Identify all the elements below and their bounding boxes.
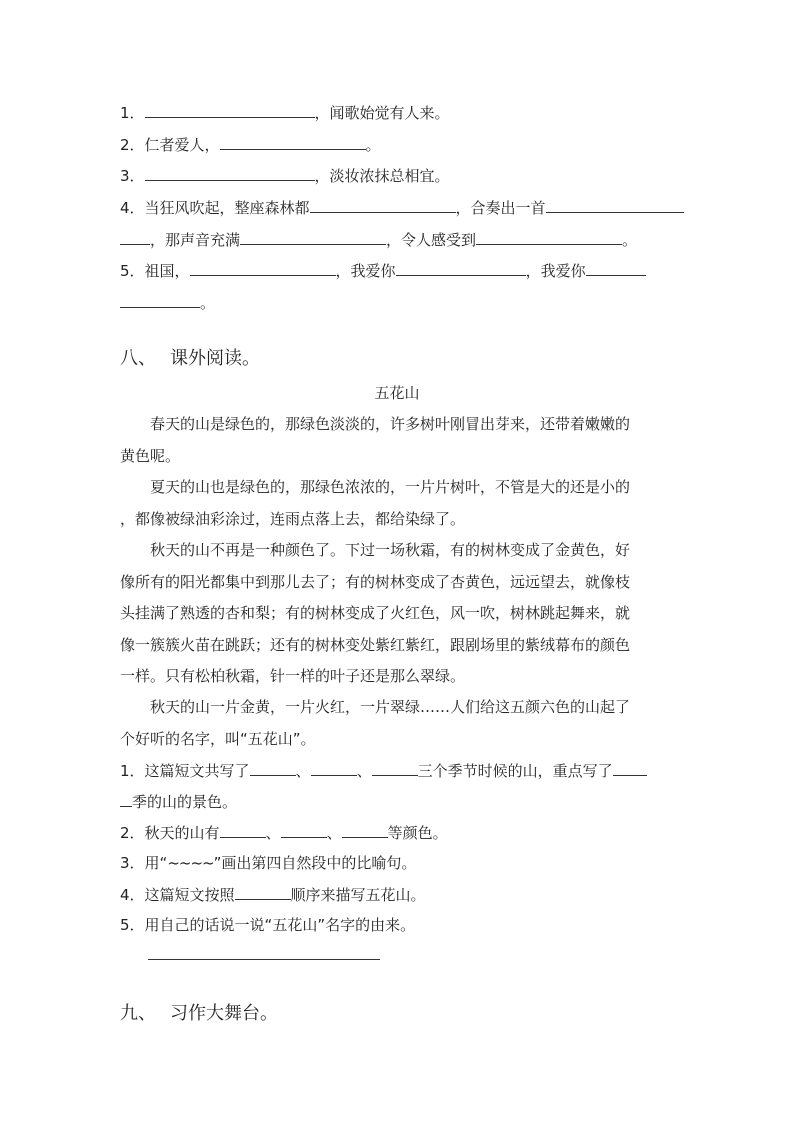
answer-blank[interactable] [546,197,684,213]
fill-question-4-line-2 [120,229,637,249]
fill-question-5-line-1 [120,260,646,280]
fill-question-3 [120,165,450,185]
paragraph-line: 春天的山是绿色的，那绿色淡淡的，许多树叶刚冒出芽来，还带着嫩嫩的 [150,415,631,433]
question-number: 3． [120,167,145,185]
question-text: 2．仁者爱人， [120,136,220,154]
question-text: 5．祖国， [120,262,190,280]
paragraph-line: 秋天的山一片金黄，一片火红，一片翠绿……人们给这五颜六色的山起了 [150,698,631,716]
question-text: 1．这篇短文共写了 [120,762,250,780]
question-text: 三个季节时候的山，重点写了 [417,762,613,780]
fill-question-5-line-2 [120,292,215,312]
question-text: ，闻歌始觉有人来。 [314,104,450,122]
section-number: 八、 [120,348,156,369]
answer-blank[interactable] [120,791,132,807]
section-title: 习作大舞台。 [170,1003,278,1024]
paragraph-line: 像所有的阳光都集中到那儿去了；有的树林变成了杏黄色，远远望去，就像枝 [120,573,631,591]
answer-blank[interactable] [240,229,386,245]
answer-blank[interactable] [281,822,327,838]
separator: 、 [295,762,311,780]
answer-blank[interactable] [311,760,357,776]
question-text: 4．当狂风吹起，整座森林都 [120,199,310,217]
answer-blank[interactable] [235,884,291,900]
section-heading-8 [120,347,260,371]
answer-blank[interactable] [613,760,647,776]
answer-blank[interactable] [145,102,315,118]
question-text: ，令人感受到 [386,231,477,249]
question-text: ，合奏出一首 [455,199,546,217]
answer-blank[interactable] [220,822,266,838]
answer-blank[interactable] [250,760,296,776]
reading-question-1-line-2 [120,791,237,811]
section-title: 课外阅读。 [170,348,260,369]
reading-question-5: 5．用自己的话说一说“五花山”名字的由来。 [120,916,416,934]
fill-question-2 [120,134,381,154]
question-text: 季的山的景色。 [132,793,238,811]
section-heading-9 [120,1002,278,1026]
answer-blank[interactable] [310,197,456,213]
answer-blank[interactable] [120,292,200,308]
question-text: 4．这篇短文按照 [120,886,235,904]
answer-blank[interactable] [586,260,646,276]
fill-question-1 [120,102,450,122]
paragraph-line: 头挂满了熟透的杏和梨；有的树林变成了火红色，风一吹，树林跳起舞来，就 [120,604,631,622]
question-text: ，那声音充满 [150,231,241,249]
fill-question-4-line-1 [120,197,684,217]
question-number: 1． [120,104,145,122]
reading-question-1-line-1 [120,760,647,780]
reading-question-2 [120,822,448,842]
answer-blank[interactable] [476,229,622,245]
reading-question-3 [120,853,416,873]
question-text: 。 [622,231,638,249]
paragraph-line: ，都像被绿油彩涂过，连雨点落上去，都给染绿了。 [120,510,466,528]
question-text: ，淡妆浓抹总相宜。 [314,167,450,185]
answer-blank[interactable] [190,260,336,276]
section-number: 九、 [120,1003,156,1024]
paragraph-line: 个好听的名字，叫“五花山”。 [120,730,316,748]
answer-blank[interactable] [220,134,366,150]
separator: 、 [356,762,372,780]
paragraph-line: 一样。只有松柏秋霜，针一样的叶子还是那么翠绿。 [120,667,466,685]
question-text: 2．秋天的山有 [120,824,220,842]
reading-question-4 [120,884,426,904]
paragraph-line: 黄色呢。 [120,447,181,465]
answer-blank[interactable] [342,822,388,838]
question-text: 等颜色。 [387,824,448,842]
paragraph-line: 夏天的山也是绿色的，那绿色浓浓的，一片片树叶，不管是大的还是小的 [150,478,631,496]
answer-blank[interactable] [120,229,150,245]
paragraph-line: 秋天的山不再是一种颜色了。下过一场秋霜，有的树林变成了金黄色，好 [150,541,631,559]
wavy-line-mark: ~~~~ [167,854,214,872]
answer-blank[interactable] [145,165,315,181]
question-text: ，我爱你 [335,262,396,280]
answer-line[interactable] [148,959,380,960]
question-text: 。 [200,294,216,312]
answer-blank[interactable] [396,260,526,276]
question-text: 3．用“ [120,854,168,872]
question-text: ，我爱你 [525,262,586,280]
separator: 、 [326,824,342,842]
question-text: ”画出第四自然段中的比喻句。 [213,854,417,872]
question-text: 顺序来描写五花山。 [290,886,426,904]
answer-blank[interactable] [372,760,418,776]
paragraph-line: 像一簇簇火苗在跳跃；还有的树林变处紫红紫红，跟剧场里的紫绒幕布的颜色 [120,636,631,654]
question-text: 。 [365,136,381,154]
passage-title: 五花山 [374,384,420,402]
separator: 、 [265,824,281,842]
